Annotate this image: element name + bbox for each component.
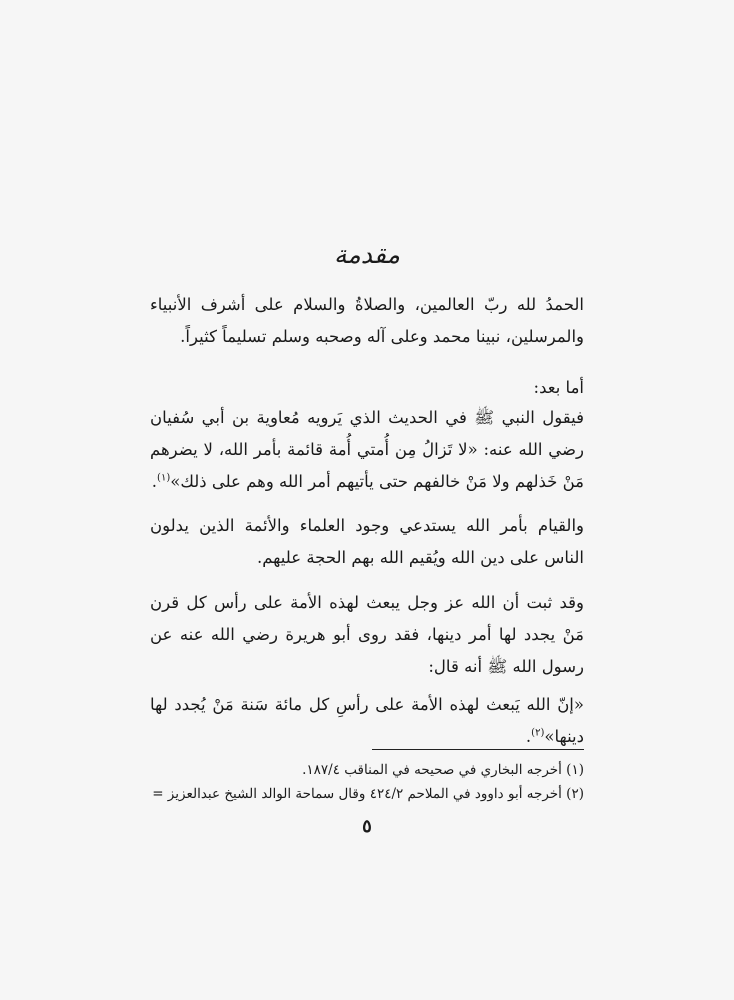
paragraph-text: [150, 402, 584, 498]
footnote-ref-2: (٢): [531, 727, 545, 739]
paragraph-renewal: [150, 587, 584, 683]
paragraph-text: الحمدُ لله ربّ العالمين، والصلاةُ والسلام على أشرف الأنبياء والمرسلين، نبينا محمد وعلى آله وصحبه وسلم تسليماً كثيراً.: [150, 295, 584, 346]
paragraph-text: والقيام بأمر الله يستدعي وجود العلماء والأئمة الذين يدلون الناس على دين الله ويُقيم الله بهم الحجة عليهم.: [150, 516, 584, 567]
footnotes: [150, 758, 584, 806]
footnote-2: (٢) أخرجه أبو داوود في الملاحم ٤٢٤/٢ وقال سماحة الوالد الشيخ عبدالعزيز =: [152, 786, 584, 802]
footnote-1: (١) أخرجه البخاري في صحيحه في المناقب ١٨٧/٤.: [302, 762, 584, 778]
punctuation: .: [151, 472, 158, 491]
footnote-divider: [372, 749, 584, 750]
paragraph-text: أما بعد:: [533, 378, 584, 397]
paragraph-amma-baad: [150, 372, 584, 404]
hadith-text: «إنّ الله يَبعث لهذه الأمة على رأسِ كل مائة سَنة مَنْ يُجدد لها دينها»: [150, 695, 584, 746]
paragraph-scholars: [150, 510, 584, 574]
paragraph-hadith-1: [150, 402, 584, 498]
page-number: ٥: [362, 816, 372, 837]
hadith-text: فيقول النبي ﷺ في الحديث الذي يَرويه مُعاوية بن أبي سُفيان رضي الله عنه: «لا تَزالُ مِن أُمتي أُمة قائمة بأمر الله، لا يضرهم مَنْ خَذلهم ولا مَنْ خالفهم حتى يأتيهم أمر الله وهم على ذلك»: [150, 408, 584, 491]
paragraph-text: وقد ثبت أن الله عز وجل يبعث لهذه الأمة على رأس كل قرن مَنْ يجدد لها أمر دينها، فقد روى أبو هريرة رضي الله عنه عن رسول الله ﷺ أنه قال:: [150, 593, 584, 676]
page-title: مقدمة: [334, 240, 400, 269]
footnote-ref-1: (١): [157, 472, 171, 484]
paragraph-text: [150, 689, 584, 753]
paragraph-praise: [150, 289, 584, 353]
paragraph-hadith-2: [150, 689, 584, 753]
punctuation: .: [525, 727, 532, 746]
